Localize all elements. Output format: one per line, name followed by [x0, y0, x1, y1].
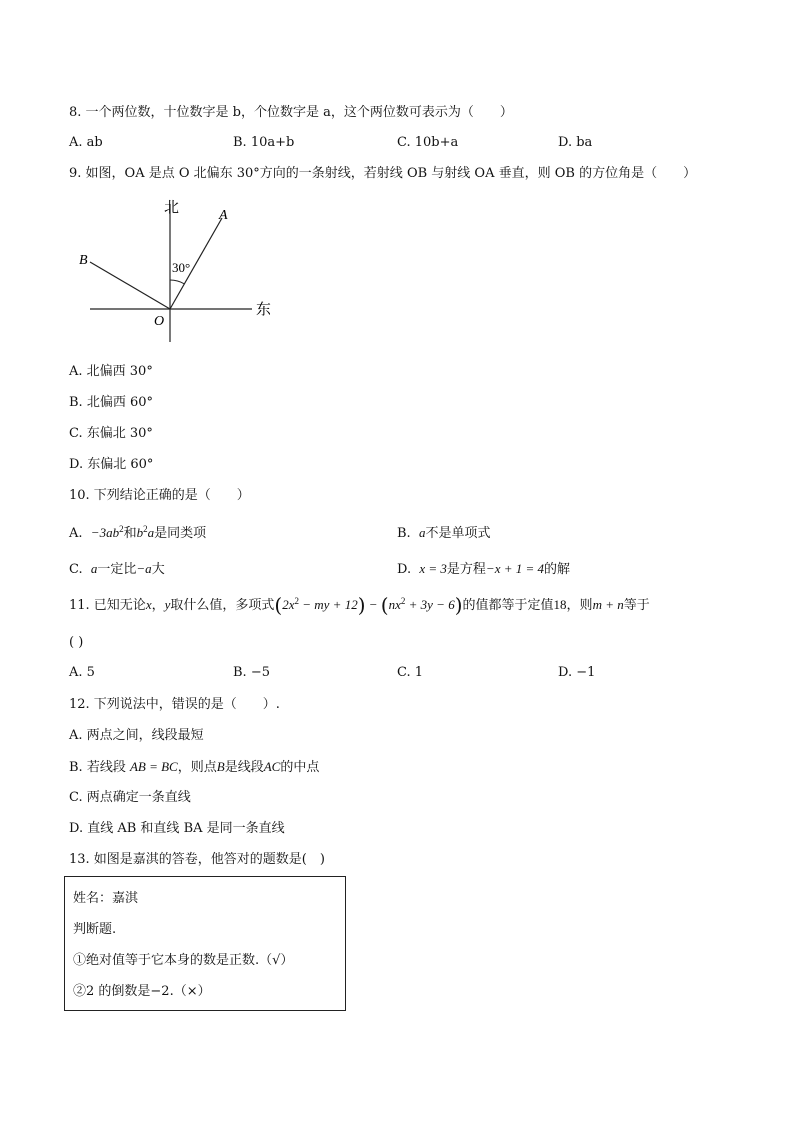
text: 和 [123, 526, 137, 541]
math-term: b [136, 525, 144, 540]
q9-option-b: B. 北偏西 60° [69, 395, 153, 410]
q9-stem: 9. 如图，OA 是点 O 北偏东 30°方向的一条射线，若射线 OB 与射线 OA 垂直，则 OB 的方位角是（ ） [69, 166, 697, 181]
east-label: 东 [256, 302, 272, 318]
q12-stem: 12. 下列说法中，错误的是（ ）. [69, 697, 280, 712]
exponent: 2 [143, 524, 148, 534]
math-term: − my + 12 [299, 597, 358, 612]
point-b-label: B [79, 253, 88, 268]
q10-option-d [397, 560, 570, 579]
math-term: x = 3 [419, 561, 447, 576]
text: 取什么值，多项式 [170, 598, 275, 613]
math-term: a [147, 525, 155, 540]
text: 等于 [623, 598, 650, 613]
ray-ob [90, 262, 170, 309]
q8-stem: 8. 一个两位数，十位数字是 b，个位数字是 a，这个两位数可表示为（ ） [69, 105, 513, 120]
q8-option-a: A. ab [69, 135, 103, 150]
exponent: 2 [119, 524, 124, 534]
math-term: m + n [592, 597, 624, 612]
math-term: −x + 1 = 4 [485, 561, 545, 576]
q8-option-b: B. 10a+b [233, 135, 295, 150]
text: 大 [151, 562, 165, 577]
exponent: 2 [400, 596, 406, 606]
text: 一定比 [97, 562, 137, 577]
math-term: + 3y − 6 [405, 597, 455, 612]
text: B. 若线段 [69, 760, 130, 775]
point-a-label: A [219, 208, 228, 223]
text: 的值都等于定值 [462, 598, 554, 613]
q12-option-a: A. 两点之间，线段最短 [69, 728, 204, 743]
text: 的中点 [280, 760, 320, 775]
text: 是方程 [446, 562, 486, 577]
q11-stem [69, 593, 650, 617]
text: 11. 已知无论 [69, 598, 146, 613]
q9-option-c: C. 东偏北 30° [69, 426, 153, 441]
q11-option-c: C. 1 [397, 665, 424, 680]
text: 是线段 [224, 760, 264, 775]
paren: ) [357, 593, 366, 617]
q8-option-c: C. 10b+a [397, 135, 459, 150]
math-term: y [164, 597, 171, 612]
q10-option-b [397, 524, 490, 543]
text: 是同类项 [154, 526, 207, 541]
answer-item-2: ②2 的倒数是−2.（×） [73, 984, 211, 999]
q13-stem: 13. 如图是嘉淇的答卷，他答对的题数是( ) [69, 852, 325, 867]
answer-item-1: ①绝对值等于它本身的数是正数.（√） [73, 953, 294, 968]
q9-direction-figure [74, 194, 284, 346]
text: ，则点 [177, 760, 217, 775]
option-letter: B. [397, 526, 411, 541]
math-term: 18 [553, 597, 567, 612]
text: ，则 [566, 598, 593, 613]
question-type: 判断题. [73, 922, 117, 937]
q11-option-d: D. −1 [558, 665, 596, 680]
math-term: B [216, 759, 225, 774]
text: 的解 [544, 562, 571, 577]
math-term: − [365, 597, 381, 612]
math-term: nx [388, 597, 401, 612]
q10-stem: 10. 下列结论正确的是（ ） [69, 488, 250, 503]
q12-option-c: C. 两点确定一条直线 [69, 790, 191, 805]
paren: ) [454, 593, 463, 617]
angle-arc [170, 280, 185, 284]
q11-option-b: B. −5 [233, 665, 270, 680]
math-term: AB = BC [129, 759, 178, 774]
paren: ( [274, 593, 283, 617]
q11-option-a: A. 5 [69, 665, 95, 680]
paren: ( [380, 593, 389, 617]
math-term: −3ab [90, 525, 120, 540]
angle-label: 30° [172, 260, 191, 275]
q12-option-d: D. 直线 AB 和直线 BA 是同一条直线 [69, 821, 285, 836]
q8-option-d: D. ba [558, 135, 593, 150]
student-name: 姓名：嘉淇 [73, 891, 139, 906]
q10-option-c [69, 560, 165, 579]
math-term: a [418, 525, 426, 540]
q9-option-a: A. 北偏西 30° [69, 364, 153, 379]
q12-option-b [69, 758, 319, 777]
q9-option-d: D. 东偏北 60° [69, 457, 154, 472]
math-term: AC [263, 759, 281, 774]
math-term: a [90, 561, 98, 576]
math-term: 2x [282, 597, 295, 612]
math-term: x [145, 597, 152, 612]
exponent: 2 [294, 596, 299, 606]
option-letter: A. [69, 526, 83, 541]
north-label: 北 [164, 200, 180, 216]
option-letter: C. [69, 562, 83, 577]
q10-option-a [69, 524, 206, 543]
q11-stem-continued: ( ) [69, 635, 84, 650]
math-term: −a [136, 561, 152, 576]
text: 不是单项式 [425, 526, 491, 541]
text: ， [151, 598, 165, 613]
point-o-label: O [154, 314, 165, 329]
option-letter: D. [397, 562, 412, 577]
answer-sheet-card [64, 876, 346, 1011]
